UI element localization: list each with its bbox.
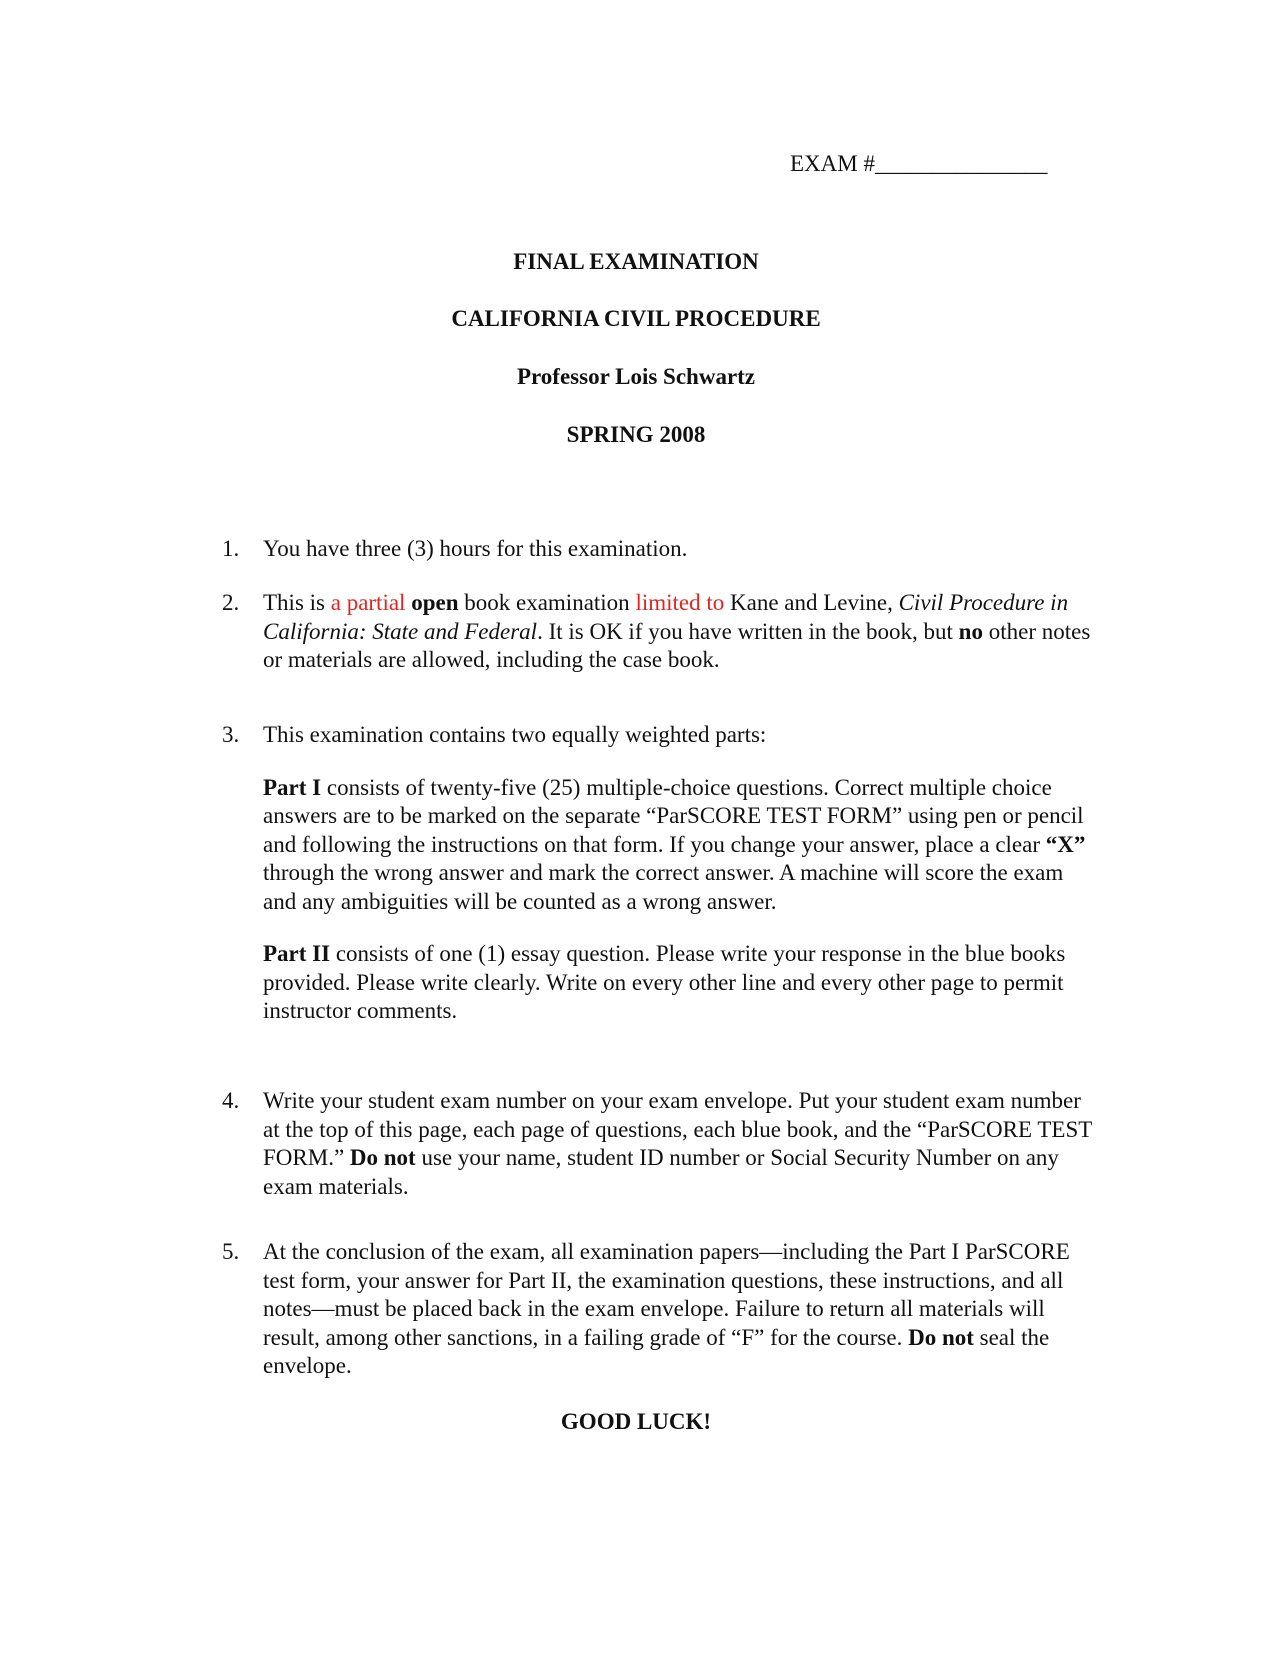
instruction-number: 5. — [222, 1239, 240, 1264]
text-run: through the wrong answer and mark the correct answer. A machine will score the exam and any ambiguities will be counted as a wrong answer. — [263, 860, 1064, 914]
text-run: This is — [263, 590, 331, 615]
instruction-number: 3. — [222, 722, 240, 747]
text-run: Write your student exam number on your exam envelope. Put your student exam number at the top of this page, each page of questions, each blue book, and the “ParSCORE TEST FORM.” — [263, 1088, 1092, 1170]
text-run: other notes or materials are allowed, including the case book. — [263, 618, 1091, 672]
text-run: Kane and Levine, — [724, 590, 899, 615]
instruction-number: 4. — [222, 1088, 240, 1113]
instruction-number: 1. — [222, 536, 240, 561]
exam-term: SPRING 2008 — [566, 422, 706, 447]
part-1-description — [263, 774, 1093, 917]
closing-message: GOOD LUCK! — [560, 1409, 712, 1434]
book-title: Civil Procedure in California: State and Federal — [263, 590, 1069, 644]
exam-number-field: EXAM #_______________ — [790, 151, 1048, 176]
text-run: At the conclusion of the exam, all examination papers—including the Part I ParSCORE test form, your answer for Part II, the examination questions, these instructions, and all notes—must be placed back in the exam envelope. Failure to return all materials will result, among other sanctions, in a failing grade of “F” for the course. — [263, 1239, 1070, 1350]
red-highlight-text: limited to — [635, 590, 725, 615]
instruction-text — [263, 1238, 1093, 1381]
professor-name: Professor Lois Schwartz — [516, 364, 756, 389]
text-run: seal the envelope. — [263, 1324, 1050, 1378]
part-label: Part I — [263, 774, 322, 800]
instruction-text: You have three (3) hours for this examination. — [263, 536, 688, 561]
bold-text: no — [958, 618, 983, 644]
bold-text: Do not — [908, 1324, 974, 1350]
bold-text: open — [411, 590, 459, 615]
course-name: CALIFORNIA CIVIL PROCEDURE — [451, 306, 821, 331]
text-run: consists of twenty-five (25) multiple-choice questions. Correct multiple choice answers are to be marked on the separate “ParSCORE TEST FORM” using pen or pencil and following the instructions on that form. If you change your answer, place a clear — [263, 774, 1084, 857]
instruction-text — [263, 589, 1093, 675]
instruction-number: 2. — [222, 590, 240, 615]
text-run: consists of one (1) essay question. Please write your response in the blue books provided. Please write clearly. Write on every other line and every other page to permit instructor comments. — [263, 941, 1066, 1023]
part-2-description — [263, 940, 1093, 1026]
text-run: use your name, student ID number or Social Security Number on any exam materials. — [263, 1145, 1059, 1199]
instruction-text: This examination contains two equally weighted parts: — [263, 722, 767, 747]
text-run: book examination — [458, 590, 636, 615]
bold-text: “X” — [1045, 831, 1086, 857]
bold-text: Do not — [349, 1145, 416, 1170]
part-label: Part II — [263, 941, 331, 966]
text-run: . It is OK if you have written in the book, but — [537, 618, 959, 644]
instruction-text — [263, 1087, 1093, 1201]
red-highlight-text: a partial — [330, 590, 406, 615]
exam-title: FINAL EXAMINATION — [513, 249, 759, 274]
